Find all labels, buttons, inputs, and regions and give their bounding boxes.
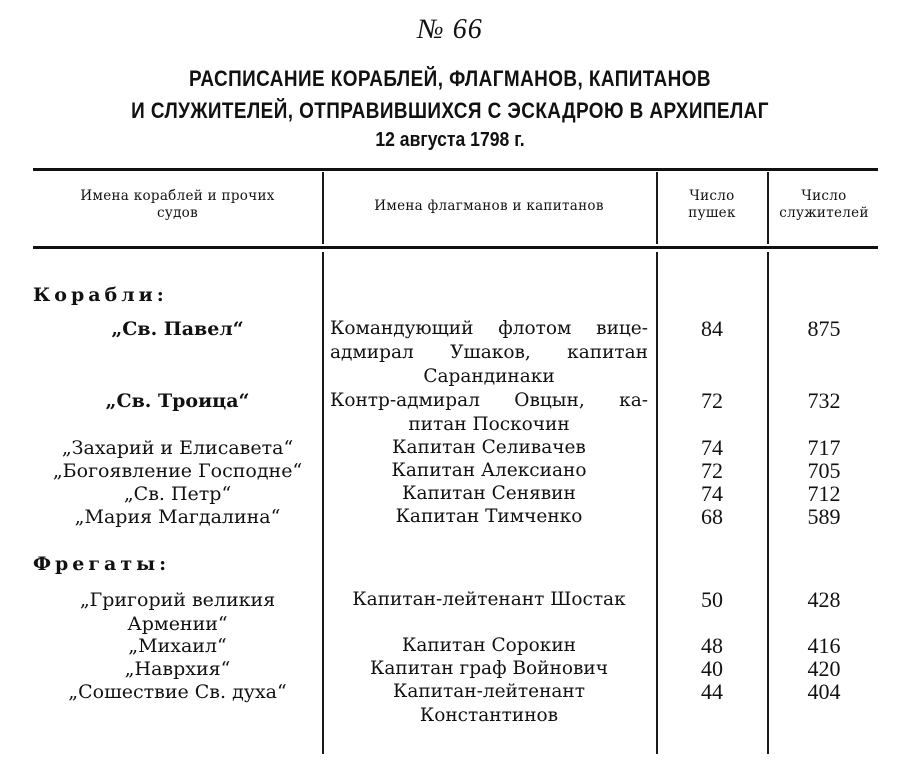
guns-count: 50 (701, 587, 723, 612)
ship-name: „Михаил“ (128, 635, 227, 657)
crew-count: 589 (807, 504, 841, 529)
column-divider (656, 172, 658, 244)
document-title-line-1: РАСПИСАНИЕ КОРАБЛЕЙ, ФЛАГМАНОВ, КАПИТАНОВ (189, 66, 711, 91)
commander-name: Капитан-лейтенант Константинов (393, 681, 585, 726)
commander-name: Капитан Сенявин (402, 483, 576, 504)
column-divider (322, 172, 324, 244)
guns-count: 40 (701, 656, 723, 681)
document-title-line-2: И СЛУЖИТЕЛЕЙ, ОТПРАВИВШИХСЯ С ЭСКАДРОЮ В АРХИПЕЛАГ (131, 98, 769, 123)
guns-count: 72 (701, 388, 723, 413)
commander-name: Капитан Селивачев (392, 437, 586, 458)
commander-name: Контр-адмирал Овцын, ка- питан Поскочин (330, 390, 648, 435)
column-header-commanders: Имена флагманов и капитанов (374, 198, 604, 214)
ship-name: „Наврхия“ (124, 658, 231, 680)
crew-count: 732 (807, 388, 841, 413)
section-label-frigates: Фрегаты: (33, 553, 171, 575)
section-label-ships: Корабли: (33, 284, 168, 306)
crew-count: 404 (807, 679, 841, 704)
crew-count: 420 (807, 656, 841, 681)
guns-count: 68 (701, 504, 723, 529)
crew-count: 717 (807, 435, 841, 460)
column-header-ships: Имена кораблей и прочих судов (80, 188, 275, 221)
guns-count: 84 (701, 316, 723, 341)
guns-count: 74 (701, 435, 723, 460)
table-header-rule (33, 246, 878, 249)
ship-name: „Захарий и Елисавета“ (61, 437, 294, 459)
table-top-rule (33, 168, 878, 171)
commander-name: Командующий флотом вице- адмирал Ушаков, капитан Сарандинаки (330, 318, 648, 387)
crew-count: 712 (807, 481, 841, 506)
column-divider (656, 252, 658, 754)
column-header-crew: Число служителей (779, 188, 869, 221)
document-number: № 66 (417, 14, 483, 45)
crew-count: 875 (807, 316, 841, 341)
commander-name: Капитан-лейтенант Шостак (352, 589, 626, 610)
guns-count: 48 (701, 633, 723, 658)
guns-count: 72 (701, 458, 723, 483)
guns-count: 44 (701, 679, 723, 704)
ship-name: „Св. Троица“ (105, 390, 250, 412)
ship-name: „Богоявление Господне“ (52, 460, 303, 482)
ship-name: „Св. Петр“ (123, 483, 232, 505)
column-divider (322, 252, 324, 754)
ship-name: „Сошествие Св. духа“ (68, 681, 287, 703)
commander-name: Капитан граф Войнович (370, 658, 608, 679)
document-date: 12 августа 1798 г. (375, 129, 525, 151)
commander-name: Капитан Сорокин (402, 635, 576, 656)
guns-count: 74 (701, 481, 723, 506)
column-header-guns: Число пушек (688, 188, 736, 221)
ship-name: „Григорий великия Армении“ (79, 589, 276, 635)
commander-name: Капитан Алексиано (391, 460, 587, 481)
ship-name: „Св. Павел“ (111, 318, 244, 340)
crew-count: 428 (807, 587, 841, 612)
crew-count: 416 (807, 633, 841, 658)
ship-name: „Мария Магдалина“ (74, 506, 281, 528)
crew-count: 705 (807, 458, 841, 483)
commander-name: Капитан Тимченко (395, 506, 583, 527)
